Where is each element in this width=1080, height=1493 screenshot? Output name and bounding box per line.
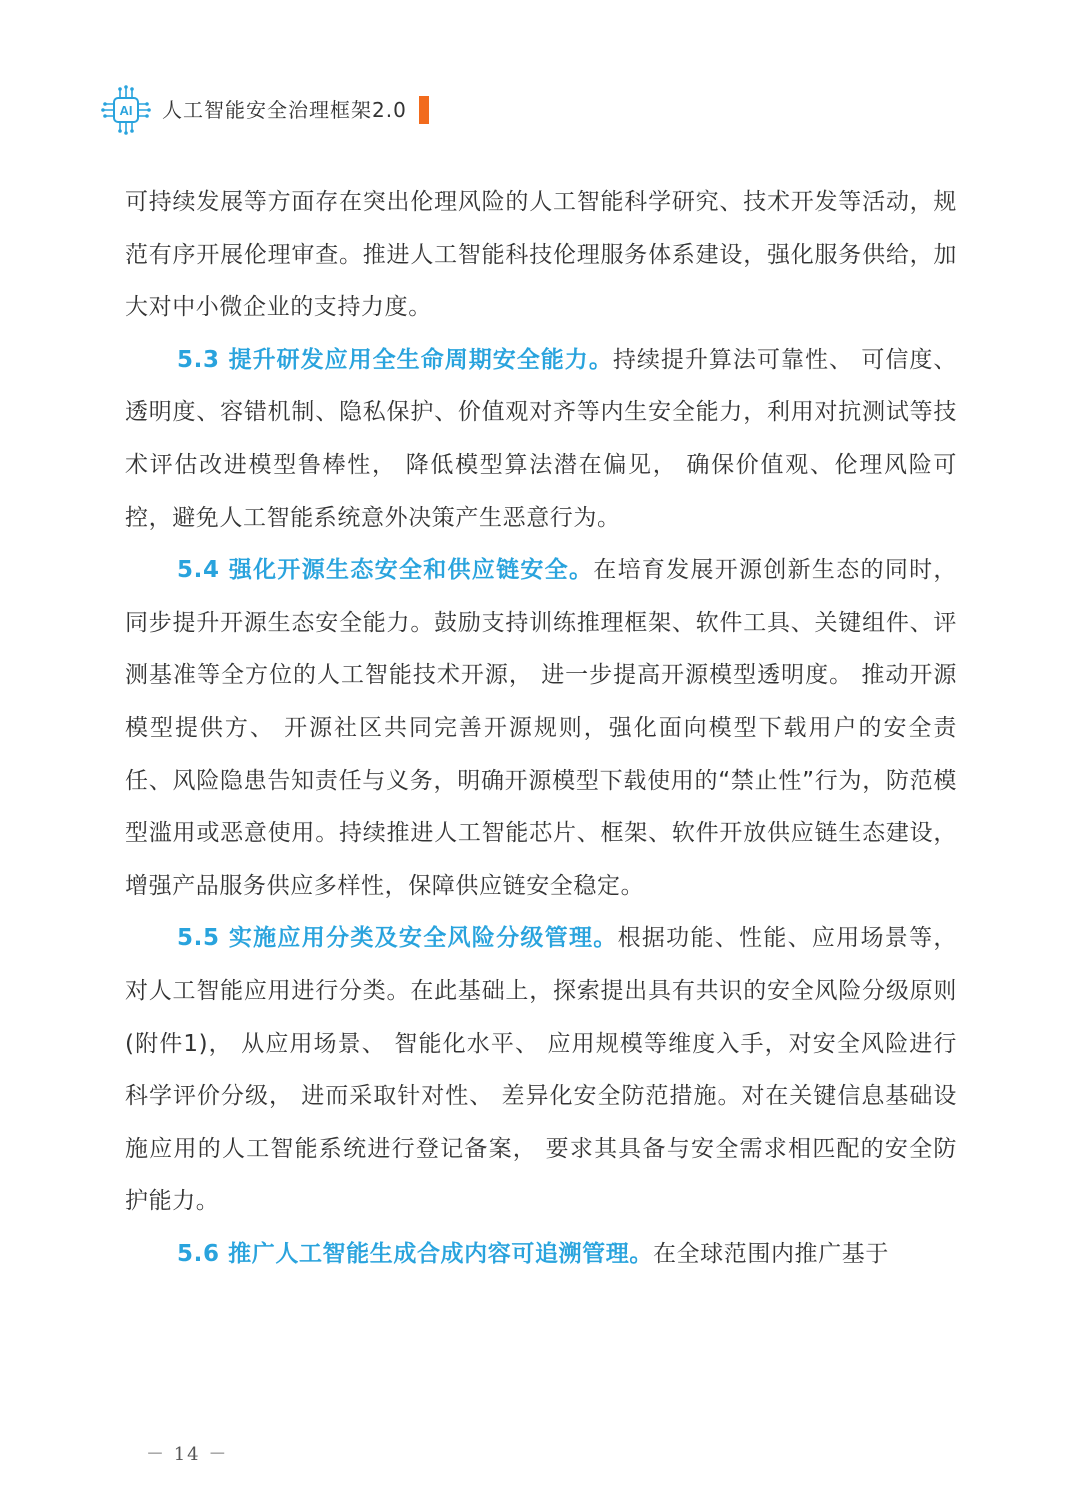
paragraph-text: 在培育发展开源创新生态的同时，同步提升开源生态安全能力。鼓励支持训练推理框架、软件工具、关键组件、评测基准等全方位的人工智能技术开源， 进一步提高开源模型透明度。 推动开源模型提供方、 开源社区共同完善开源规则，强化面向模型下载用户的安全责任、风险隐患告知责任与义务，明确开源模型下载使用的“禁止性”行为，防范模型滥用或恶意使用。持续推进人工智能芯片、框架、软件开放供应链生态建设， 增强产品服务供应多样性，保障供应链安全稳定。 <box>125 557 958 899</box>
page-number: － 14 － <box>146 1444 229 1465</box>
document-title: 人工智能安全治理框架2.0 <box>162 98 407 122</box>
section-5-5 <box>125 912 957 1228</box>
section-heading: 5.6 推广人工智能生成合成内容可追溯管理。 <box>177 1240 653 1267</box>
section-5-6 <box>125 1228 957 1281</box>
paragraph <box>125 176 957 334</box>
logo-text: AI <box>119 103 133 118</box>
page-header <box>100 84 429 136</box>
header-accent-bar <box>419 96 429 124</box>
ai-chip-logo-icon <box>100 84 152 136</box>
paragraph-text: 根据功能、性能、应用场景等，对人工智能应用进行分类。在此基础上，探索提出具有共识的安全风险分级原则(附件1)， 从应用场景、 智能化水平、 应用规模等维度入手，对安全风险进行科学评价分级， 进而采取针对性、 差异化安全防范措施。对在关键信息基础设施应用的人工智能系统进行登记备案， 要求其具备与安全需求相匹配的安全防护能力。 <box>125 925 957 1215</box>
section-heading: 5.3 提升研发应用全生命周期安全能力。 <box>177 346 613 373</box>
section-heading: 5.5 实施应用分类及安全风险分级管理。 <box>177 925 618 952</box>
paragraph-text: 持续提升算法可靠性、 可信度、透明度、容错机制、隐私保护、价值观对齐等内生安全能力，利用对抗测试等技术评估改进模型鲁棒性， 降低模型算法潜在偏见， 确保价值观、伦理风险可控，避免人工智能系统意外决策产生恶意行为。 <box>125 346 957 531</box>
section-heading: 5.4 强化开源生态安全和供应链安全。 <box>177 557 594 584</box>
section-5-3 <box>125 334 957 544</box>
section-5-4 <box>125 544 957 912</box>
paragraph-text: 在全球范围内推广基于 <box>652 1240 889 1267</box>
document-body <box>125 176 957 1280</box>
paragraph-text: 可持续发展等方面存在突出伦理风险的人工智能科学研究、技术开发等活动，规范有序开展伦理审查。推进人工智能科技伦理服务体系建设，强化服务供给，加大对中小微企业的支持力度。 <box>125 189 957 321</box>
